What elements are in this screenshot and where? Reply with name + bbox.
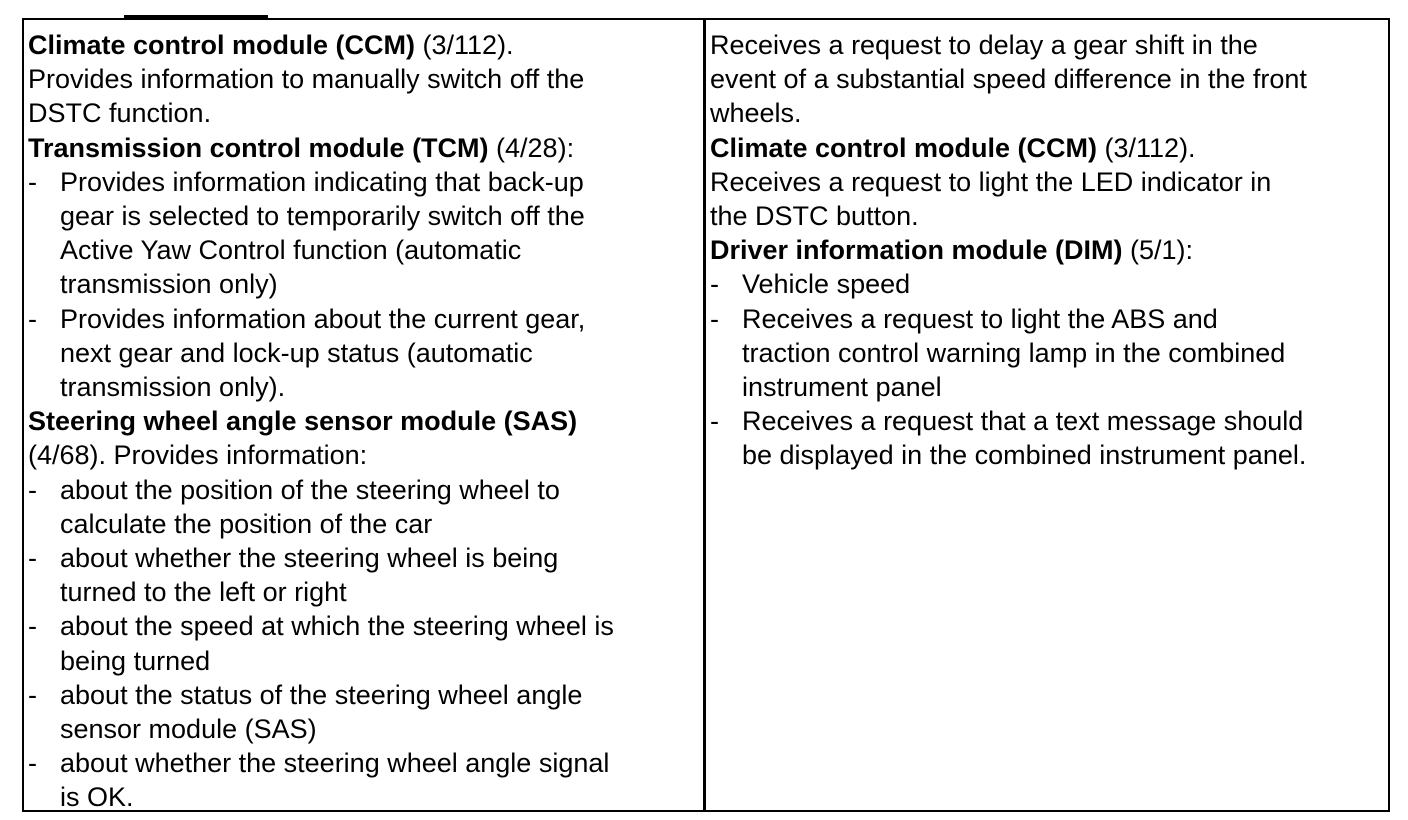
gearshift-section (710, 28, 1384, 131)
list-item-line: about whether the steering wheel angle signal (60, 748, 610, 779)
list-item-line: Receives a request that a text message should (742, 406, 1304, 437)
ccm-request-line: the DSTC button. (710, 201, 919, 232)
list-item (28, 473, 699, 541)
tcm-heading: Transmission control module (TCM) (28, 132, 489, 163)
bullet-dash: - (710, 303, 719, 334)
ccm-section (28, 28, 699, 131)
list-item-line: about the speed at which the steering wheel is (60, 611, 614, 642)
list-item (28, 541, 699, 609)
ccm-request-line: Receives a request to light the LED indicator in (710, 166, 1272, 197)
dim-heading: Driver information module (DIM) (710, 235, 1123, 266)
list-item (28, 302, 699, 405)
gearshift-line: event of a substantial speed difference in the front (710, 64, 1307, 95)
sas-ref: (4/68). Provides information: (28, 440, 368, 471)
ccm-heading: Climate control module (CCM) (710, 132, 1098, 163)
list-item (28, 678, 699, 746)
list-item-line: Active Yaw Control function (automatic (60, 235, 522, 266)
list-item-line: next gear and lock-up status (automatic (60, 337, 533, 368)
dim-ref: (5/1): (1122, 235, 1194, 266)
dim-section (710, 233, 1384, 472)
list-item (28, 609, 699, 677)
tcm-section (28, 131, 699, 405)
list-item-line: instrument panel (742, 372, 942, 403)
bullet-dash: - (28, 543, 37, 574)
list-item (28, 746, 699, 814)
list-item-line: about the position of the steering wheel to (60, 474, 560, 505)
bullet-dash: - (710, 406, 719, 437)
list-item-line: Provides information indicating that back-up (60, 166, 584, 197)
bullet-dash: - (28, 679, 37, 710)
left-column (24, 20, 706, 813)
list-item-line: is OK. (60, 782, 134, 813)
list-item-line: about the status of the steering wheel angle (60, 679, 583, 710)
info-table (22, 18, 1390, 812)
list-item-line: be displayed in the combined instrument panel. (742, 440, 1307, 471)
bullet-dash: - (710, 269, 719, 300)
sas-heading: Steering wheel angle sensor module (SAS) (28, 406, 578, 437)
list-item (710, 404, 1384, 472)
bullet-dash: - (28, 474, 37, 505)
list-item-line: traction control warning lamp in the combined (742, 337, 1286, 368)
list-item-line: Receives a request to light the ABS and (742, 303, 1218, 334)
ccm-desc-line: Provides information to manually switch off the (28, 64, 585, 95)
tcm-ref: (4/28): (488, 132, 575, 163)
list-item-line: transmission only) (60, 269, 278, 300)
ccm-heading: Climate control module (CCM) (28, 30, 416, 60)
ccm-ref: (3/112). (415, 30, 514, 60)
list-item-line: gear is selected to temporarily switch off the (60, 201, 585, 232)
gearshift-line: Receives a request to delay a gear shift in the (710, 30, 1258, 60)
bullet-dash: - (28, 166, 37, 197)
list-item-line: Vehicle speed (742, 269, 911, 300)
bullet-dash: - (28, 611, 37, 642)
list-item-line: sensor module (SAS) (60, 714, 317, 745)
sas-section (28, 404, 699, 814)
bullet-dash: - (28, 748, 37, 779)
bullet-dash: - (28, 303, 37, 334)
list-item-line: being turned (60, 645, 211, 676)
ccm-ref: (3/112). (1097, 132, 1196, 163)
list-item (28, 165, 699, 302)
ccm-desc-line: DSTC function. (28, 98, 212, 129)
right-column (706, 20, 1388, 810)
list-item-line: transmission only). (60, 372, 286, 403)
list-item-line: calculate the position of the car (60, 508, 433, 539)
list-item-line: Provides information about the current gear, (60, 303, 586, 334)
list-item (710, 302, 1384, 405)
gearshift-line: wheels. (710, 98, 802, 129)
list-item (710, 267, 1384, 301)
list-item-line: turned to the left or right (60, 577, 347, 608)
list-item-line: about whether the steering wheel is being (60, 543, 559, 574)
ccm-request-section (710, 131, 1384, 234)
